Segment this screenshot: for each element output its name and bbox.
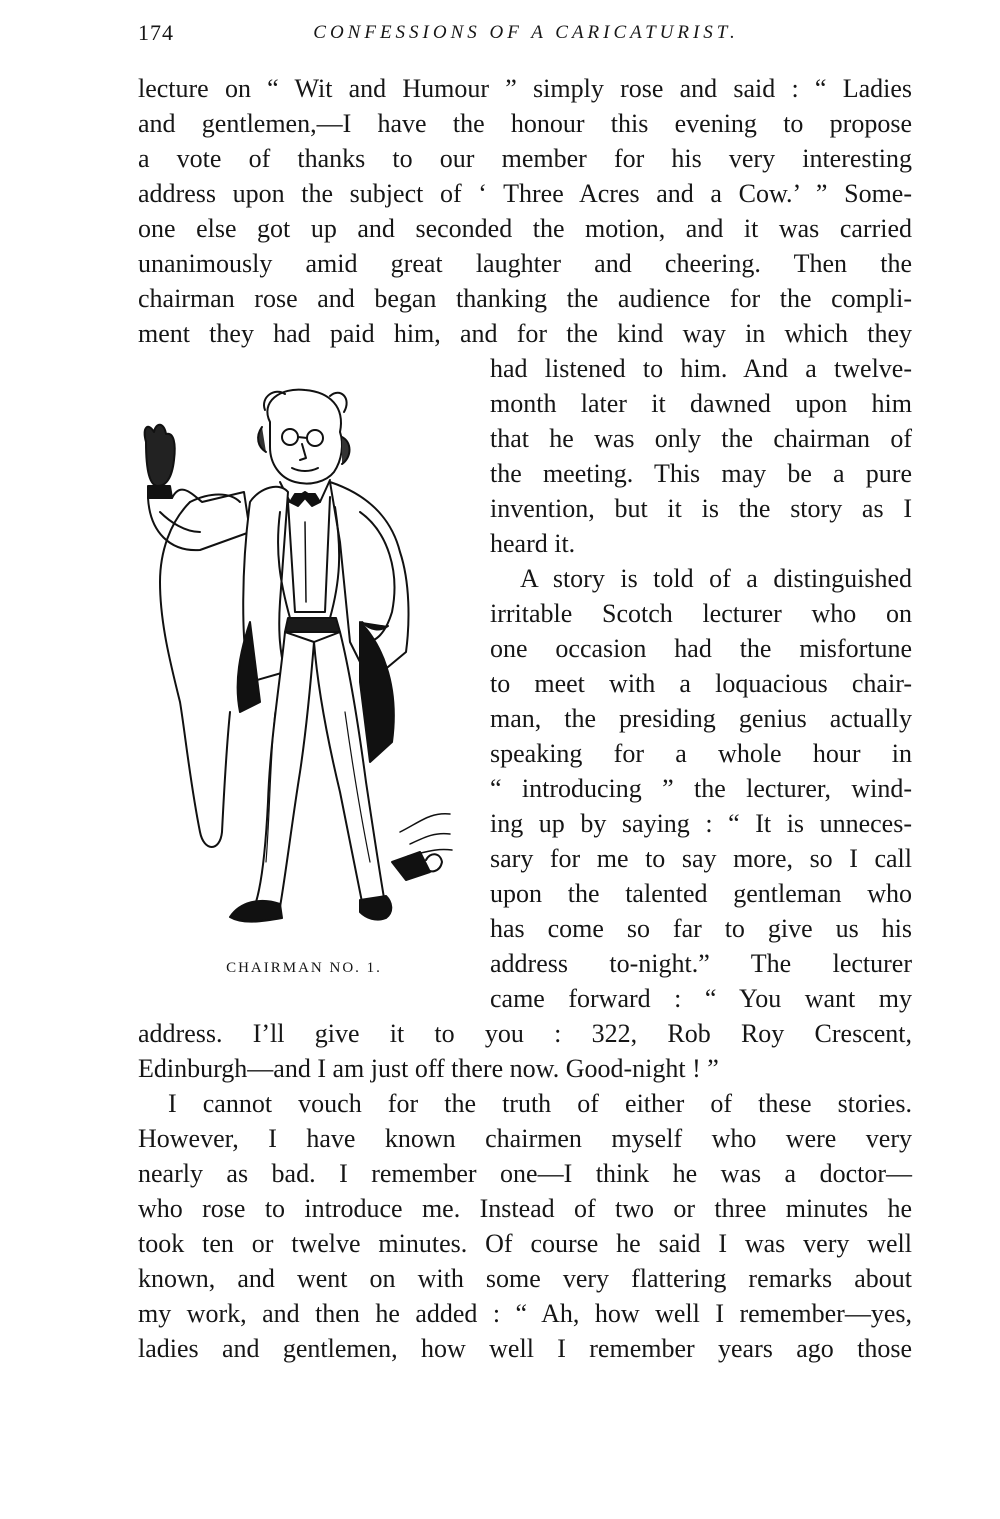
text-line: However, I have known chairmen myself who were very [138, 1124, 912, 1153]
text-line: one else got up and seconded the motion, and it was carried [138, 214, 912, 243]
text-line: irritable Scotch lecturer who on [490, 599, 912, 628]
chairman-illustration [130, 382, 475, 952]
text-line: came forward : “ You want my [490, 984, 912, 1013]
text-line: has come so far to give us his [490, 914, 912, 943]
text-line: Edinburgh—and I am just off there now. Good-night ! ” [138, 1054, 719, 1083]
text-line: invention, but it is the story as I [490, 494, 912, 523]
text-line: sary for me to say more, so I call [490, 844, 912, 873]
text-line: my work, and then he added : “ Ah, how well I remember—yes, [138, 1299, 912, 1328]
text-line: ment they had paid him, and for the kind way in which they [138, 319, 912, 348]
text-line: “ introducing ” the lecturer, wind- [490, 774, 912, 803]
text-line: upon the talented gentleman who [490, 879, 912, 908]
text-line: speaking for a whole hour in [490, 739, 912, 768]
page-number: 174 [138, 20, 174, 45]
text-line: I cannot vouch for the truth of either of these stories. [168, 1089, 912, 1118]
text-line: and gentlemen,—I have the honour this evening to propose [138, 109, 912, 138]
text-line: took ten or twelve minutes. Of course he said I was very well [138, 1229, 912, 1258]
text-line: nearly as bad. I remember one—I think he was a doctor— [138, 1159, 912, 1188]
text-line: man, the presiding genius actually [490, 704, 912, 733]
text-line: address to-night.” The lecturer [490, 949, 912, 978]
text-line: A story is told of a distinguished [520, 564, 912, 593]
text-line: ladies and gentlemen, how well I remember years ago those [138, 1334, 912, 1363]
running-head [138, 16, 914, 50]
text-line: ing up by saying : “ It is unneces- [490, 809, 912, 838]
text-line: had listened to him. And a twelve- [490, 354, 912, 383]
text-line: that he was only the chairman of [490, 424, 912, 453]
text-line: lecture on “ Wit and Humour ” simply rose and said : “ Ladies [138, 74, 912, 103]
text-line: heard it. [490, 529, 576, 558]
text-line: chairman rose and began thanking the audience for the compli- [138, 284, 912, 313]
text-line: who rose to introduce me. Instead of two or three minutes he [138, 1194, 912, 1223]
text-line: address upon the subject of ‘ Three Acres and a Cow.’ ” Some- [138, 179, 912, 208]
text-line: one occasion had the misfortune [490, 634, 912, 663]
figure-caption: CHAIRMAN NO. 1. [226, 960, 382, 976]
running-title: CONFESSIONS OF A CARICATURIST. [313, 22, 739, 43]
text-line: month later it dawned upon him [490, 389, 912, 418]
text-line: the meeting. This may be a pure [490, 459, 912, 488]
text-line: a vote of thanks to our member for his very interesting [138, 144, 912, 173]
text-line: unanimously amid great laughter and cheering. Then the [138, 249, 912, 278]
text-line: to meet with a loquacious chair- [490, 669, 912, 698]
text-line: known, and went on with some very flattering remarks about [138, 1264, 912, 1293]
text-line: address. I’ll give it to you : 322, Rob Roy Crescent, [138, 1019, 912, 1048]
